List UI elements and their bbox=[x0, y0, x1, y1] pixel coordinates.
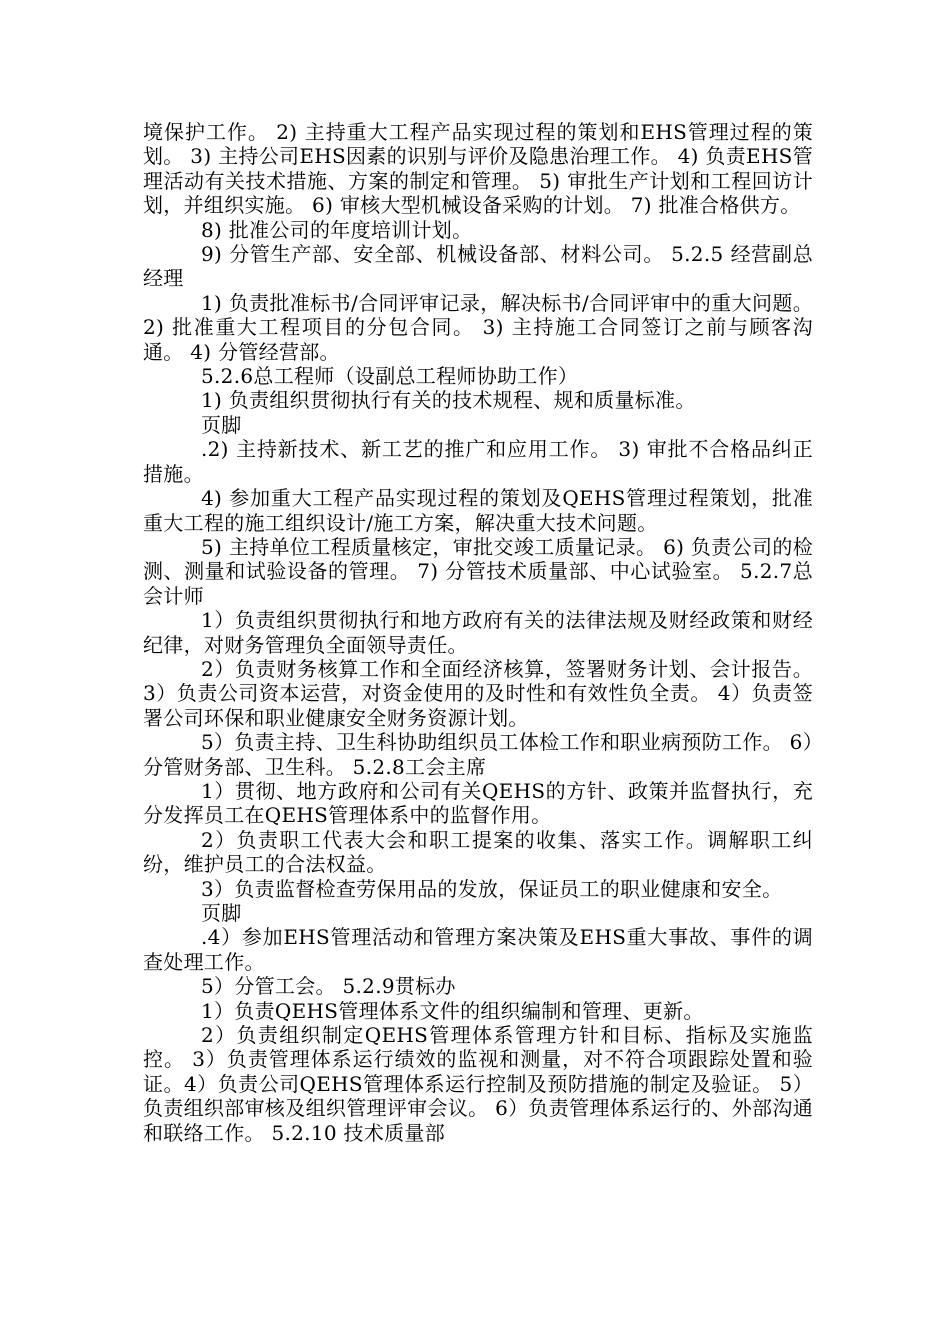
section-heading: 5.2.6总工程师（设副总工程师协助工作） bbox=[201, 364, 579, 389]
paragraph: 2）负责组织制定QEHS管理体系管理方针和目标、指标及实施监控。 3）负责管理体系运行绩效的监视和测量，对不符合项跟踪处置和验证。4）负责公司QEHS管理体系运行控制及预防措施的制定及验证。 5）负责组织部审核及组织管理评审会议。 6）负责管理体系运行的、外部沟通和联络工作。 5.2.10 技术质量部 bbox=[143, 1023, 813, 1145]
paragraph: .2) 主持新技术、新工艺的推广和应用工作。 3) 审批不合格品纠正措施。 bbox=[143, 437, 813, 486]
footer-label: 页脚 bbox=[201, 412, 242, 437]
paragraph: 2）负责财务核算工作和全面经济核算，签署财务计划、会计报告。 3）负责公司资本运营，对资金使用的及时性和有效性负全责。 4）负责签署公司环保和职业健康安全财务资源计划。 bbox=[143, 656, 813, 730]
paragraph: 4) 参加重大工程产品实现过程的策划及QEHS管理过程策划，批准重大工程的施工组织设计/施工方案，解决重大技术问题。 bbox=[143, 486, 813, 535]
paragraph: 3）负责监督检查劳保用品的发放，保证员工的职业健康和安全。 bbox=[201, 876, 783, 901]
paragraph: 1) 负责批准标书/合同评审记录，解决标书/合同评审中的重大问题。 2) 批准重大工程项目的分包合同。 3) 主持施工合同签订之前与顾客沟通。 4) 分管经营部。 bbox=[143, 290, 813, 364]
paragraph: 9) 分管生产部、安全部、机械设备部、材料公司。 5.2.5 经营副总经理 bbox=[143, 242, 813, 291]
paragraph: 8) 批准公司的年度培训计划。 bbox=[201, 217, 473, 242]
document-body bbox=[143, 120, 813, 1145]
paragraph: 5）分管工会。 5.2.9贯标办 bbox=[201, 974, 456, 999]
paragraph: 1) 负责组织贯彻执行有关的技术规程、规和质量标准。 bbox=[201, 388, 696, 413]
paragraph: 2）负责职工代表大会和职工提案的收集、落实工作。调解职工纠纷，维护员工的合法权益。 bbox=[143, 827, 813, 877]
paragraph: 境保护工作。 2) 主持重大工程产品实现过程的策划和EHS管理过程的策划。 3) 主持公司EHS因素的识别与评价及隐患治理工作。 4) 负责EHS管理活动有关技术措施、方案的制定和管理。 5) 审批生产计划和工程回访计划，并组织实施。 6) 审核大型机械设备采购的计划。 7) 批准合格供方。 bbox=[143, 120, 813, 218]
footer-label: 页脚 bbox=[201, 901, 242, 925]
paragraph: 5）负责主持、卫生科协助组织员工体检工作和职业病预防工作。 6）分管财务部、卫生科。 5.2.8工会主席 bbox=[143, 730, 813, 779]
paragraph: 1）贯彻、地方政府和公司有关QEHS的方针、政策并监督执行，充分发挥员工在QEHS管理体系中的监督作用。 bbox=[143, 778, 813, 828]
paragraph: .4）参加EHS管理活动和管理方案决策及EHS重大事故、事件的调查处理工作。 bbox=[143, 925, 813, 974]
paragraph: 1）负责组织贯彻执行和地方政府有关的法律法规及财经政策和财经纪律，对财务管理负全面领导责任。 bbox=[143, 608, 813, 657]
paragraph: 5) 主持单位工程质量核定，审批交竣工质量记录。 6) 负责公司的检测、测量和试验设备的管理。 7) 分管技术质量部、中心试验室。 5.2.7总会计师 bbox=[143, 534, 813, 608]
paragraph: 1）负责QEHS管理体系文件的组织编制和管理、更新。 bbox=[201, 998, 704, 1023]
